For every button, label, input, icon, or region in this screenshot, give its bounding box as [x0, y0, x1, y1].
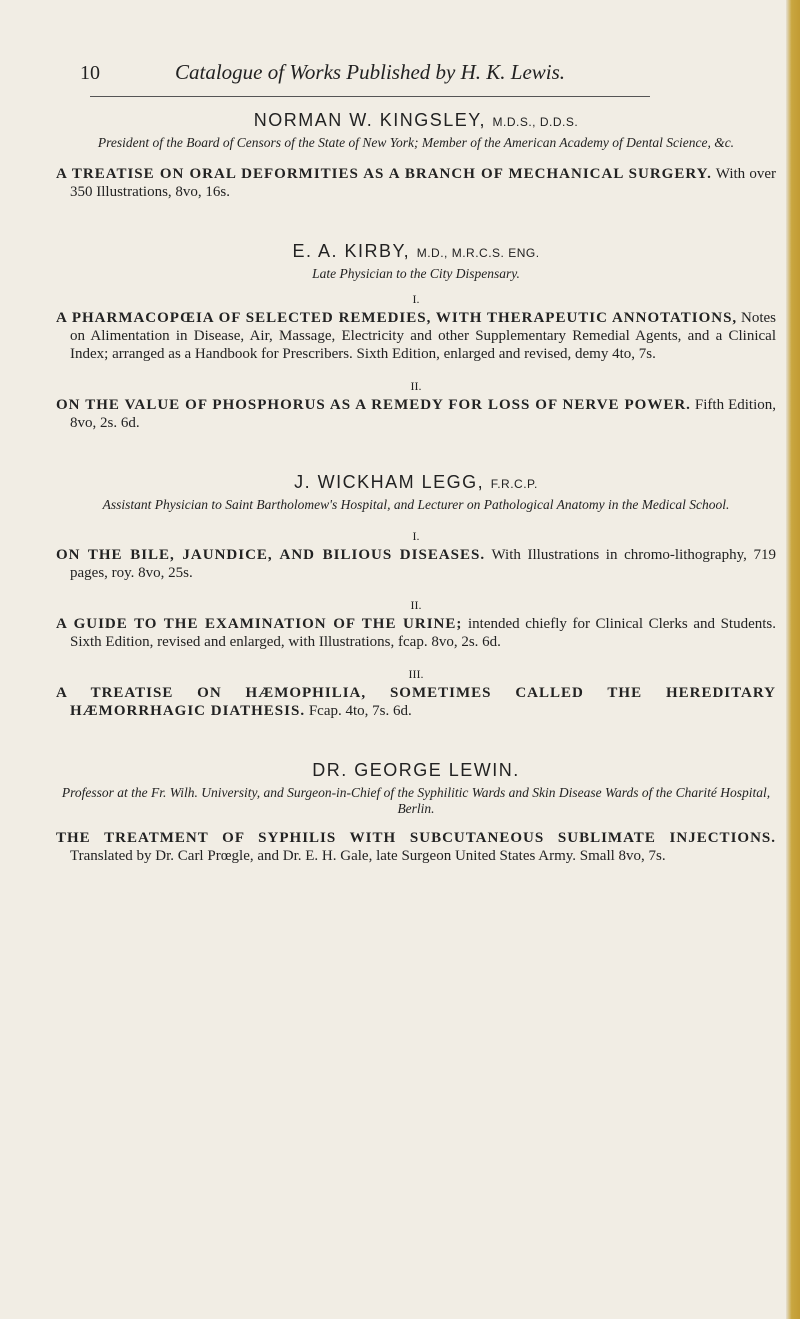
work-title: ON THE VALUE OF PHOSPHORUS AS A REMEDY FOR LOSS OF NERVE POWER.: [56, 397, 691, 413]
author-credentials: M.D., M.R.C.S. ENG.: [416, 246, 540, 260]
author-credentials: F.R.C.P.: [490, 477, 538, 491]
work-details: Fcap. 4to, 7s. 6d.: [308, 703, 412, 719]
author-name: E. A. KIRBY,: [292, 241, 411, 261]
running-title: Catalogue of Works Published by H. K. Lewis.: [175, 60, 566, 84]
page-edge: [786, 0, 800, 1319]
author-heading: [56, 472, 776, 493]
author-heading: [56, 241, 776, 262]
work-details: intended chiefly for Clinical Clerks and Students. Sixth Edition, revised and enlarged, with Illustrations, fcap. 8vo, 2s. 6d.: [70, 616, 777, 650]
author-affiliation: Late Physician to the City Dispensary.: [312, 266, 520, 281]
author-name: NORMAN W. KINGSLEY,: [253, 110, 486, 130]
work-title: A TREATISE ON ORAL DEFORMITIES AS A BRANCH OF MECHANICAL SURGERY.: [56, 166, 712, 182]
work-entry: [56, 309, 776, 363]
work-numeral: I.: [412, 529, 420, 543]
page-header: [70, 58, 770, 88]
work-title: A GUIDE TO THE EXAMINATION OF THE URINE;: [56, 616, 463, 632]
author-block: [56, 241, 776, 432]
work-numeral: II.: [410, 379, 422, 393]
work-details: With Illustrations in chromo-lithography, 719 pages, roy. 8vo, 25s.: [70, 547, 776, 581]
author-heading: [56, 760, 776, 781]
author-block: [56, 472, 776, 720]
work-details: Notes on Alimentation in Disease, Air, Massage, Electricity and other Supplementary Remedial Agents, and a Clinical Index; arranged as a Handbook for Prescribers. Sixth Edition, enlarged and revised, demy 4to, 7s.: [70, 310, 777, 362]
work-details: With over 350 Illustrations, 8vo, 16s.: [70, 166, 776, 200]
page-number: 10: [80, 62, 100, 84]
catalogue-body: [56, 110, 776, 865]
work-entry: [56, 615, 776, 651]
work-title: THE TREATMENT OF SYPHILIS WITH SUBCUTANEOUS SUBLIMATE INJECTIONS.: [56, 830, 776, 846]
author-affiliation: Assistant Physician to Saint Bartholomew's Hospital, and Lecturer on Pathological Anatomy in the Medical School.: [102, 497, 730, 512]
work-numeral: I.: [412, 292, 420, 306]
author-block: [56, 760, 776, 865]
work-entry: [56, 396, 776, 432]
author-name: J. WICKHAM LEGG,: [294, 472, 485, 492]
work-title: ON THE BILE, JAUNDICE, AND BILIOUS DISEASES.: [56, 547, 486, 563]
work-numeral: III.: [408, 667, 424, 681]
work-details: Translated by Dr. Carl Prœgle, and Dr. E. H. Gale, late Surgeon United States Army. Small 8vo, 7s.: [70, 848, 666, 864]
author-heading: [56, 110, 776, 131]
work-entry: [56, 165, 776, 201]
author-credentials: M.D.S., D.D.S.: [492, 115, 579, 129]
work-entry: [56, 684, 776, 720]
work-numeral: II.: [410, 598, 422, 612]
work-title: A PHARMACOPŒIA OF SELECTED REMEDIES, WITH THERAPEUTIC ANNOTATIONS,: [56, 310, 738, 326]
author-block: [56, 110, 776, 201]
author-name: DR. GEORGE LEWIN.: [312, 760, 520, 780]
work-details: Fifth Edition, 8vo, 2s. 6d.: [70, 397, 776, 431]
work-entry: [56, 829, 776, 865]
work-title: A TREATISE ON HÆMOPHILIA, SOMETIMES CALLED THE HEREDITARY HÆMORRHAGIC DIATHESIS.: [56, 685, 776, 719]
author-affiliation: President of the Board of Censors of the State of New York; Member of the American Academy of Dental Science, &c.: [97, 135, 735, 150]
author-affiliation: Professor at the Fr. Wilh. University, and Surgeon-in-Chief of the Syphilitic Wards and Skin Disease Wards of the Charité Hospital, Berlin.: [61, 785, 771, 816]
header-rule: [90, 96, 650, 97]
work-entry: [56, 546, 776, 582]
